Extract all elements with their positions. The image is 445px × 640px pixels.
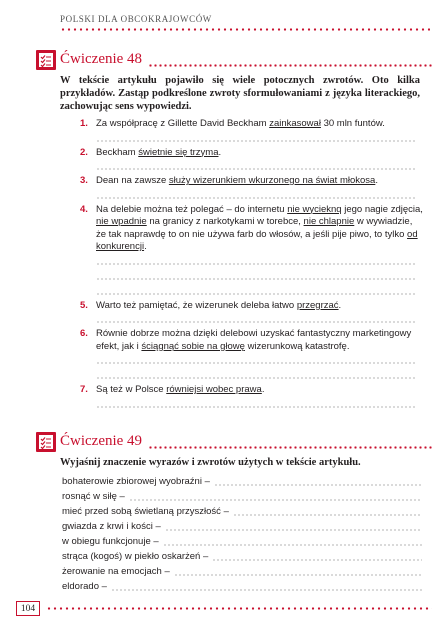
page-footer — [16, 601, 432, 617]
answer-line[interactable] — [96, 132, 424, 144]
answer-line[interactable] — [96, 354, 424, 366]
underlined-phrase: od konkurencji — [96, 228, 418, 252]
underlined-phrase: nie wpadnie — [96, 216, 147, 227]
expression-text: strąca (kogoś) w piekło oskarżeń – — [62, 551, 209, 562]
answer-line[interactable] — [212, 559, 422, 561]
answer-line[interactable] — [233, 514, 422, 516]
item-sentence: Są też w Polsce równiejsi wobec prawa. — [96, 384, 265, 395]
exercise-48-instruction: W tekście artykułu pojawiło się wiele potocznych zwrotów. Oto kilka przykładów. Zastąp podkreślone zwroty sformułowaniami z języka literackiego, zachowując sens wypowiedzi. — [60, 75, 420, 112]
exercise-49-expressions — [62, 473, 422, 593]
header-dotted-rule — [60, 28, 430, 31]
underlined-phrase: przegrzać — [296, 299, 339, 311]
answer-line[interactable] — [96, 285, 424, 297]
answer-line[interactable] — [96, 398, 424, 410]
underlined-phrase: świetnie się trzyma — [138, 146, 219, 158]
answer-line[interactable] — [174, 574, 422, 576]
exercise-48-items — [80, 118, 424, 410]
exercise-item — [80, 204, 424, 254]
item-sentence: Równie dobrze można dzięki delebowi uzyskać fantastyczny marketingowy efekt, jak i ściągnąć sobie na głowę wizerunkową katastrofę. — [96, 328, 412, 352]
expression-row — [62, 473, 422, 488]
expression-row — [62, 503, 422, 518]
checklist-icon — [36, 432, 56, 452]
answer-line[interactable] — [96, 160, 424, 172]
exercise-item — [80, 118, 424, 131]
underlined-phrase: służy wizerunkiem wkurzonego na świat młokosa — [168, 175, 376, 186]
exercise-item — [80, 300, 424, 313]
answer-line[interactable] — [165, 529, 422, 531]
expression-text: w obiegu funkcjonuje – — [62, 536, 159, 547]
answer-line[interactable] — [129, 499, 422, 501]
item-sentence: Beckham świetnie się trzyma. — [96, 146, 222, 158]
exercise-item — [80, 175, 424, 188]
exercise-item — [80, 384, 424, 397]
page-number: 104 — [16, 601, 40, 616]
underlined-phrase: nie wycieknq — [287, 203, 342, 215]
running-title: POLSKI DLA OBCOKRAJOWCÓW — [60, 14, 212, 24]
answer-line[interactable] — [111, 589, 422, 591]
exercise-49-instruction: Wyjaśnij znaczenie wyrazów i zwrotów użytych w tekście artykułu. — [60, 457, 361, 468]
answer-line[interactable] — [163, 544, 422, 546]
exercise-48 — [36, 50, 432, 413]
exercise-49 — [36, 432, 432, 593]
answer-line[interactable] — [96, 255, 424, 267]
expression-row — [62, 563, 422, 578]
expression-text: rosnąć w siłę – — [62, 491, 125, 502]
expression-text: gwiazda z krwi i kości – — [62, 521, 161, 532]
item-number: 4. — [80, 203, 88, 215]
footer-dotted-rule — [46, 607, 432, 610]
answer-line[interactable] — [96, 313, 424, 325]
exercise-48-heading — [36, 50, 432, 72]
exercise-item — [80, 328, 424, 353]
item-number: 2. — [80, 146, 88, 158]
answer-line[interactable] — [96, 270, 424, 282]
exercise-49-heading — [36, 432, 432, 454]
exercise-49-title-rule — [148, 446, 432, 449]
item-sentence: Na delebie można też polegać – do internetu nie wycieknq jego nagie zdjęcia, nie wpadnie na granicy z narkotykami w torebce, nie chlapnie w wywiadzie, że tak naprawdę to on nie używa farb do włosów, a jeśli pije piwo, to tylko od konkurencji. — [96, 203, 423, 252]
expression-row — [62, 578, 422, 593]
item-number: 5. — [80, 299, 88, 311]
item-number: 7. — [80, 384, 88, 395]
page-header — [60, 10, 430, 32]
underlined-phrase: nie chlapnie — [303, 216, 355, 227]
item-number: 1. — [80, 118, 88, 129]
expression-text: żerowanie na emocjach – — [62, 566, 170, 577]
expression-row — [62, 533, 422, 548]
expression-row — [62, 548, 422, 563]
answer-line[interactable] — [214, 484, 422, 486]
expression-text: mieć przed sobą świetlaną przyszłość – — [62, 506, 229, 517]
underlined-phrase: równiejsi wobec prawa — [166, 384, 262, 395]
item-number: 6. — [80, 328, 88, 339]
exercise-49-title: Ćwiczenie 49 — [60, 433, 143, 449]
answer-line[interactable] — [96, 369, 424, 381]
exercise-item — [80, 147, 424, 160]
exercise-48-title: Ćwiczenie 48 — [60, 51, 143, 67]
underlined-phrase: ściągnąć sobie na głowę — [141, 340, 245, 352]
expression-row — [62, 488, 422, 503]
exercise-48-title-rule — [148, 64, 432, 67]
item-number: 3. — [80, 175, 88, 186]
expression-text: bohaterowie zbiorowej wyobraźni – — [62, 476, 210, 487]
item-sentence: Warto też pamiętać, że wizerunek deleba łatwo przegrzać. — [96, 299, 342, 311]
answer-line[interactable] — [96, 189, 424, 201]
item-sentence: Za współpracę z Gillette David Beckham zainkasował 30 mln funtów. — [96, 118, 385, 129]
underlined-phrase: zainkasował — [269, 118, 321, 129]
expression-text: eldorado – — [62, 581, 107, 592]
checklist-icon — [36, 50, 56, 70]
expression-row — [62, 518, 422, 533]
item-sentence: Dean na zawsze służy wizerunkiem wkurzonego na świat młokosa. — [96, 175, 378, 186]
